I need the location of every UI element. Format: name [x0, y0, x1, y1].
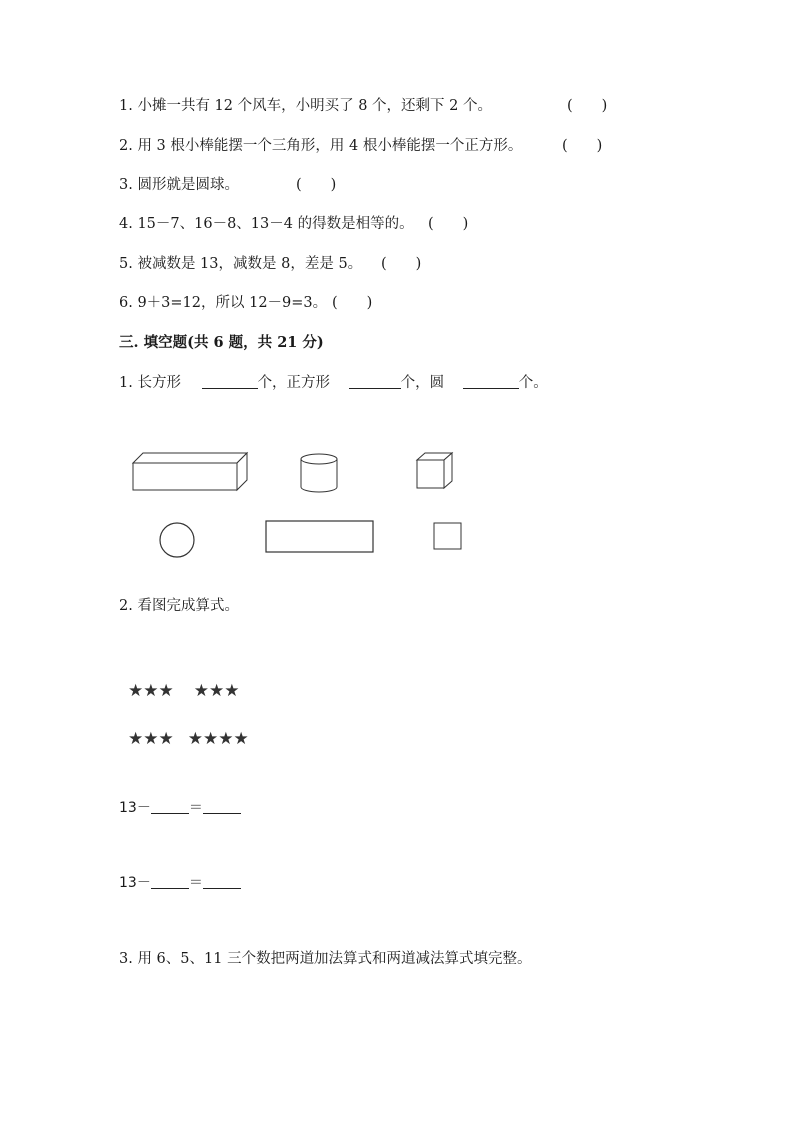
blank-subtrahend-2[interactable]	[151, 875, 189, 889]
unit-label-2: 个，圆	[400, 375, 445, 391]
star-group: ★★★	[128, 681, 174, 701]
question-text: 6. 9＋3=12，所以 12－9=3。	[119, 295, 328, 311]
judge-question-1	[119, 96, 492, 116]
equals-sign: ＝	[188, 875, 203, 891]
star-row-1	[128, 681, 239, 701]
judge-question-3	[119, 175, 239, 195]
answer-paren-3[interactable]: ( )	[296, 177, 337, 193]
square-shape	[432, 521, 464, 551]
question-prefix: 1. 长方形	[119, 375, 181, 391]
section-3-title: 三. 填空题(共 6 题，共 21 分)	[119, 334, 324, 351]
unit-label-1: 个，正方形	[257, 375, 331, 391]
circle-shape	[157, 521, 199, 559]
equation-1	[119, 798, 241, 818]
answer-paren-4[interactable]: ( )	[428, 216, 469, 232]
blank-circle-count[interactable]	[463, 374, 519, 389]
blank-result-2[interactable]	[203, 875, 241, 889]
question-text: 4. 15－7、16－8、13－4 的得数是相等的。	[119, 216, 414, 232]
equation-2	[119, 873, 241, 893]
answer-paren-6[interactable]: ( )	[332, 295, 373, 311]
cuboid-shape	[130, 450, 252, 494]
question-text: 2. 用 3 根小棒能摆一个三角形，用 4 根小棒能摆一个正方形。	[119, 138, 523, 154]
question-text: 5. 被减数是 13，减数是 8，差是 5。	[119, 256, 363, 272]
rectangle-shape	[264, 519, 376, 555]
answer-paren-5[interactable]: ( )	[381, 256, 422, 272]
star-group: ★★★	[193, 681, 240, 701]
equation-prefix: 13－	[119, 875, 151, 891]
question-text: 1. 小摊一共有 12 个风车，小明买了 8 个，还剩下 2 个。	[119, 98, 492, 114]
fill-question-1	[119, 373, 548, 393]
judge-question-4	[119, 214, 414, 234]
equals-sign: ＝	[188, 800, 203, 816]
equation-prefix: 13－	[119, 800, 151, 816]
star-group: ★★★	[128, 729, 174, 749]
unit-label-3: 个。	[518, 375, 548, 391]
blank-subtrahend-1[interactable]	[151, 800, 189, 814]
star-row-2	[128, 729, 249, 749]
judge-question-2	[119, 136, 522, 156]
cube-shape	[414, 450, 458, 492]
judge-question-6	[119, 293, 327, 313]
blank-result-1[interactable]	[203, 800, 241, 814]
answer-paren-1[interactable]: ( )	[567, 98, 608, 114]
question-text: 3. 圆形就是圆球。	[119, 177, 239, 193]
star-group: ★★★★	[187, 729, 249, 749]
fill-question-2: 2. 看图完成算式。	[119, 598, 239, 614]
judge-question-5	[119, 254, 362, 274]
cylinder-shape	[298, 451, 340, 495]
blank-square-count[interactable]	[349, 374, 401, 389]
fill-question-3: 3. 用 6、5、11 三个数把两道加法算式和两道减法算式填完整。	[119, 951, 532, 967]
answer-paren-2[interactable]: ( )	[562, 138, 603, 154]
blank-rectangle-count[interactable]	[202, 374, 258, 389]
